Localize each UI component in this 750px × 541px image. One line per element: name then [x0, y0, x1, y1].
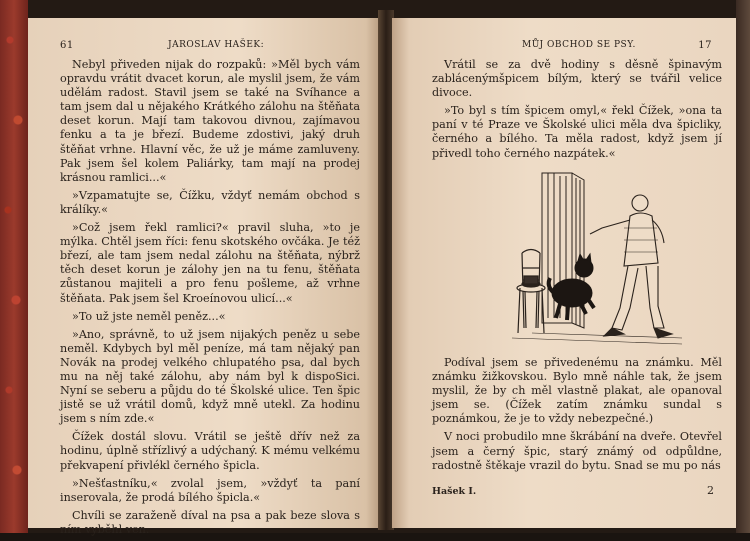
paragraph: »Nešťastníku,« zvolal jsem, »vždyť ta paní inserovala, že prodá bílého špicla.« — [60, 476, 360, 504]
book-cover-edge-right — [736, 0, 750, 533]
page-number: 61 — [60, 40, 74, 51]
sheet-number: 2 — [707, 484, 714, 497]
paragraph: »Což jsem řekl ramlici?« pravil sluha, »to je mýlka. Chtěl jsem říci: fenu skotského ovčáka. Je též březí, ale tam jsem nedal zálohu na štěňata, nýbrž těch deset korun je zálohy jen na tu fenu, štěňata zůstanou majiteli a pro fenu pošleme, až vrhne štěňata. Pak jsem šel Kroeínovou ulicí...« — [60, 221, 360, 305]
running-head: JAROSLAV HAŠEK: — [168, 40, 265, 50]
right-page — [392, 18, 736, 528]
printer-signature: Hašek I. — [432, 486, 477, 497]
page-body — [60, 58, 360, 541]
page-body-top — [432, 58, 722, 165]
paragraph: Čížek dostál slovu. Vrátil se ještě dřív než za hodinu, úplně střízlivý a udýchaný. K mému velkému překvapení přivlékl černého špicla. — [60, 430, 360, 472]
book-cover-edge — [0, 0, 28, 533]
paragraph: V noci probudilo mne škrábání na dveře. Otevřel jsem a černý špic, starý známý od odpůldne, radostně štěkaje vrazil do bytu. Snad se mu po nás — [432, 430, 722, 472]
page-number: 17 — [698, 40, 712, 51]
paragraph: Vrátil se za dvě hodiny s děsně špinavým zablácenýmšpicem bílým, který se tvářil velice divoce. — [432, 58, 722, 100]
paragraph: Chvíli se zaraženě díval na psa a pak beze slova s ním vyběhl ven. — [60, 508, 360, 536]
page-body-bottom — [432, 356, 722, 477]
paragraph: Podíval jsem se přivedenému na známku. Měl známku žižkovskou. Bylo mně náhle tak, že jsem myslil, že by ch měl vlastně plakat, ale opanoval jsem se. (Čížek zatím známku sundal s poznámkou, že je to vždy nebezpečné.) — [432, 356, 722, 426]
paragraph: »Ano, správně, to už jsem nijakých peněz u sebe neměl. Kdybych byl měl peníze, má tam nějaký pan Novák na prodej velkého chlupatého psa, dal bych mu na něj také zálohu, aby nám byl k dispoSici. Nyní se seberu a půjdu do té Školské ulice. Ten špic jistě se už vrátil domů, když mně utekl. Za hodinu jsem s ním zde.« — [60, 327, 360, 426]
running-head: MŮJ OBCHOD SE PSY. — [522, 40, 636, 50]
paragraph: »To byl s tím špicem omyl,« řekl Čížek, »ona ta paní v té Praze ve Školské ulici měla dva špicliky, černého a bílého. Ta měla radost, když jsem jí přivedl toho černého nazpátek.« — [432, 104, 722, 160]
left-page — [28, 18, 380, 536]
paragraph: »To už jste neměl peněz...« — [72, 309, 226, 323]
paragraph: »Vzpamatujte se, Čížku, vždyť nemám obchod s králíky.« — [60, 188, 360, 216]
paragraph: Nebyl přiveden nijak do rozpaků: »Měl bych vám opravdu vrátit dvacet korun, ale myslil jsem, že vám udělám radost. Stavil jsem se také na Svíhance a tam jsem dal u nějakého Krátkého zálohu na štěňata deset korun. Mají tam takovou divnou, zajímavou fenku a ta je březí. Budeme zdostivi, jaký druh štěňat vrhne. Hlavní věc, že už je máme zamluveny. Pak jsem šel kolem Paliárky, tam mají na prodej krásnou ramlici...« — [60, 58, 360, 184]
illustration-man-dog-door-icon — [512, 168, 682, 353]
